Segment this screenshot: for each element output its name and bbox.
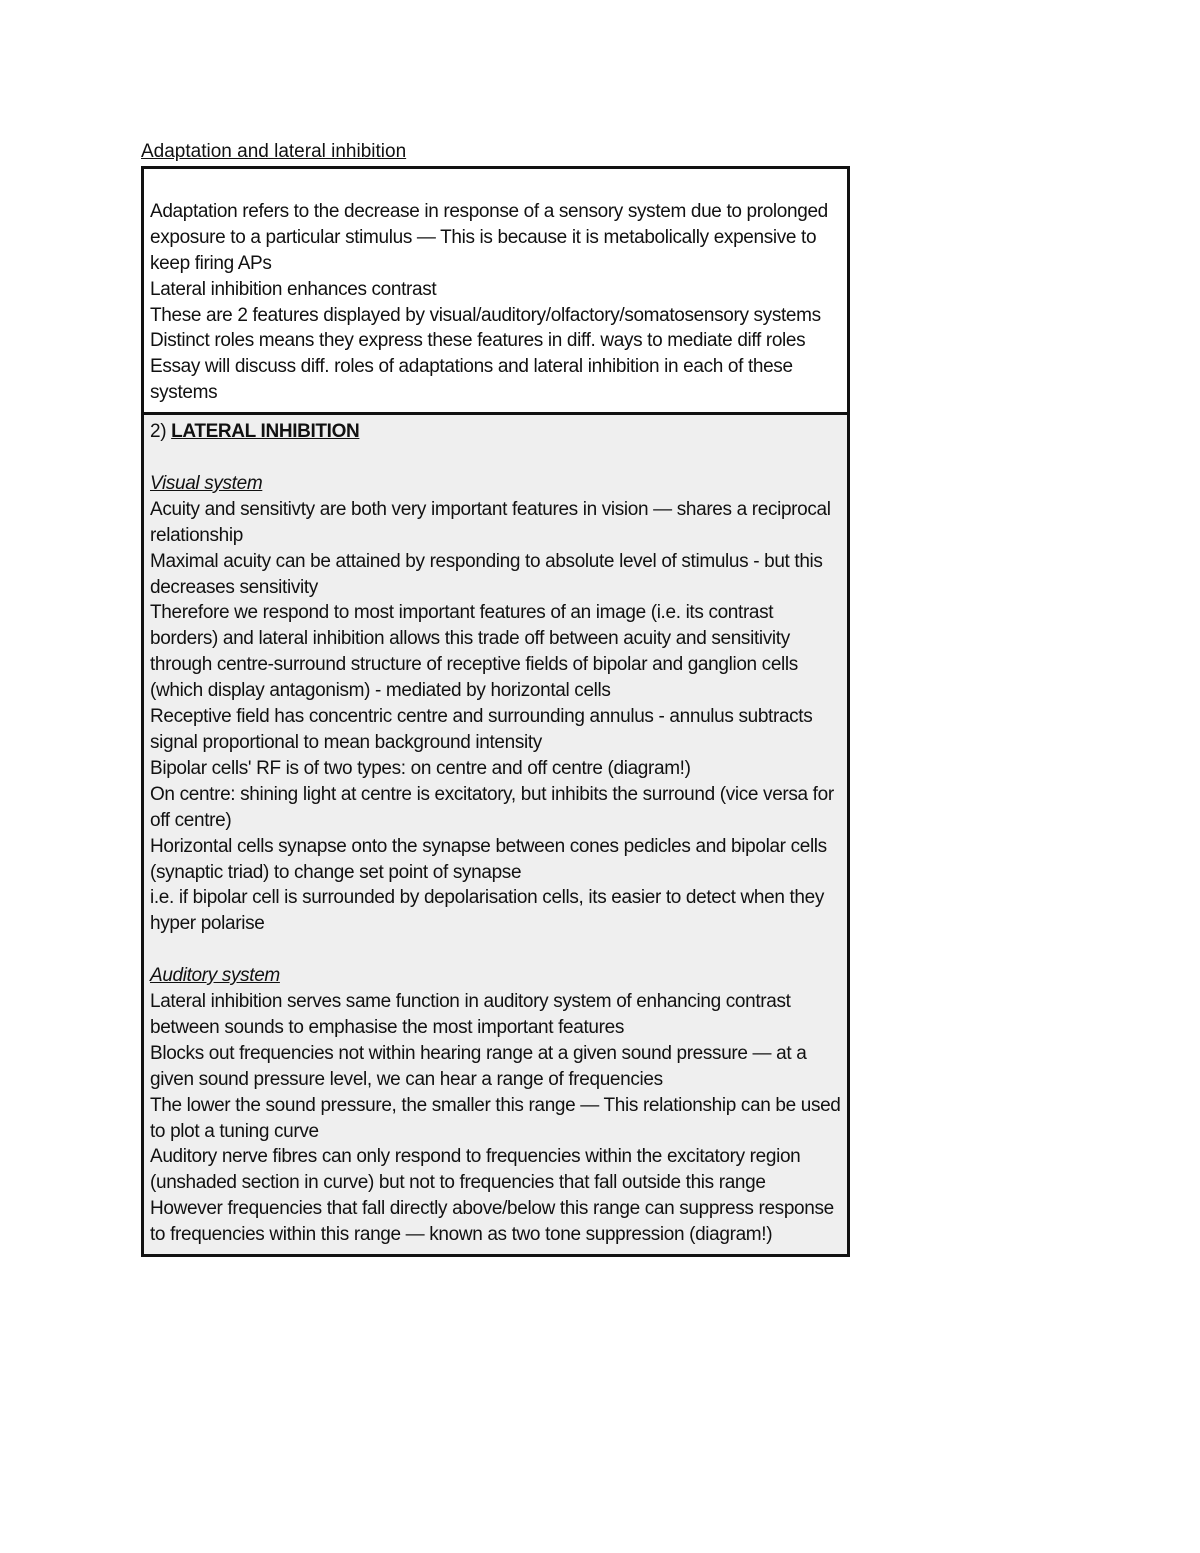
auditory-paragraph: Lateral inhibition serves same function in auditory system of enhancing contrast between sounds to emphasise the most important features [150,991,791,1038]
document-title: Adaptation and lateral inhibition [141,141,407,162]
visual-paragraph: i.e. if bipolar cell is surrounded by depolarisation cells, its easier to detect when they hyper polarise [150,887,824,935]
intro-paragraph: Adaptation refers to the decrease in response of a sensory system due to prolonged exposure to a particular stimulus — This is because it is metabolically expensive to keep firing APs [150,200,828,274]
visual-system-heading: Visual system [150,472,263,494]
section-number: 2) [150,421,167,443]
intro-paragraph: Essay will discuss diff. roles of adaptations and lateral inhibition in each of these systems [150,356,793,404]
auditory-paragraph: However frequencies that fall directly above/below this range can suppress response to frequencies within this range — known as two tone suppression (diagram!) [150,1198,834,1246]
visual-paragraph: Acuity and sensitivty are both very important features in vision — shares a reciprocal relationship [150,498,831,546]
blank-line [150,445,843,471]
visual-paragraph: Therefore we respond to most important features of an image (i.e. its contrast borders) and lateral inhibition allows this trade off between acuity and sensitivity through centre-surround structure of receptive fields of bipolar and ganglion cells (which display antagonism) - mediated by horizontal cells [150,602,798,702]
intro-cell [144,169,847,415]
visual-paragraph: Horizontal cells synapse onto the synapse between cones pedicles and bipolar cells (synaptic triad) to change set point of synapse [150,835,827,883]
blank-line [150,937,843,963]
lateral-inhibition-cell [144,415,847,1254]
intro-paragraph: Distinct roles means they express these features in diff. ways to mediate diff roles [150,330,806,352]
section-heading: LATERAL INHIBITION [171,421,360,443]
auditory-system-heading: Auditory system [150,965,280,987]
intro-paragraph: Lateral inhibition enhances contrast [150,278,437,300]
auditory-paragraph: Auditory nerve fibres can only respond to frequencies within the excitatory region (unshaded section in curve) but not to frequencies that fall outside this range [150,1146,801,1194]
visual-paragraph: Receptive field has concentric centre and surrounding annulus - annulus subtracts signal proportional to mean background intensity [150,706,813,753]
section-heading-line [150,419,843,445]
auditory-paragraph: Blocks out frequencies not within hearing range at a given sound pressure — at a given sound pressure level, we can hear a range of frequencies [150,1042,807,1090]
intro-paragraph: These are 2 features displayed by visual/auditory/olfactory/somatosensory systems [150,304,821,326]
visual-paragraph: Bipolar cells' RF is of two types: on centre and off centre (diagram!) [150,757,691,779]
blank-line [150,173,843,199]
visual-paragraph: Maximal acuity can be attained by responding to absolute level of stimulus - but this decreases sensitivity [150,550,823,598]
notes-table [141,166,850,1257]
auditory-paragraph: The lower the sound pressure, the smaller this range — This relationship can be used to plot a tuning curve [150,1094,841,1142]
visual-paragraph: On centre: shining light at centre is excitatory, but inhibits the surround (vice versa for off centre) [150,783,834,831]
